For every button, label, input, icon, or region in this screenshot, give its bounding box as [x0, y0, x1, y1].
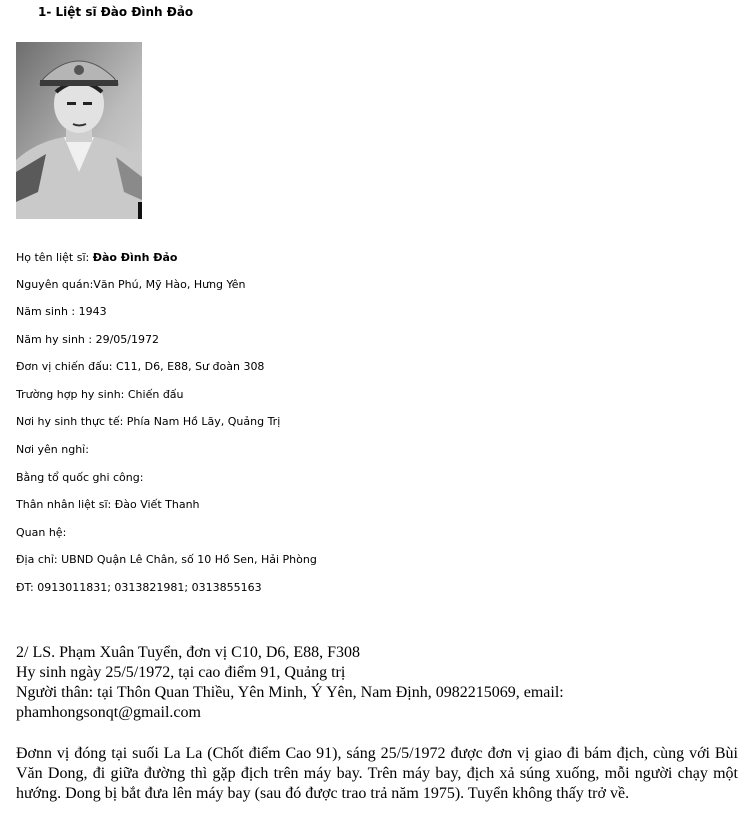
field-name-value: Đào Đình Đảo: [92, 251, 178, 264]
portrait-illustration: [16, 42, 142, 219]
portrait-photo: [16, 42, 142, 219]
field-death-place: Nơi hy sinh thực tế: Phía Nam Hồ Lãy, Quảng Trị: [16, 415, 281, 428]
field-phone: ĐT: 0913011831; 0313821981; 0313855163: [16, 581, 262, 594]
field-birth-year: Năm sinh : 1943: [16, 305, 107, 318]
field-name-label: Họ tên liệt sĩ:: [16, 251, 93, 264]
section2-line-2: Hy sinh ngày 25/5/1972, tại cao điểm 91, Quảng trị: [16, 664, 346, 681]
field-unit: Đơn vị chiến đấu: C11, D6, E88, Sư đoàn 308: [16, 360, 265, 373]
section2-line-3: Người thân: tại Thôn Quan Thiều, Yên Minh, Ý Yên, Nam Định, 0982215069, email:: [16, 684, 564, 701]
field-hometown: Nguyên quán:Văn Phú, Mỹ Hào, Hưng Yên: [16, 278, 246, 291]
field-circumstance: Trường hợp hy sinh: Chiến đấu: [16, 388, 184, 401]
field-relationship: Quan hệ:: [16, 526, 67, 539]
section2-email: phamhongsonqt@gmail.com: [16, 704, 201, 721]
section2-paragraph: Đơnn vị đóng tại suối La La (Chốt điểm Cao 91), sáng 25/5/1972 được đơn vị giao đi bám địch, cùng với Bùi Văn Dong, đi giữa đường thì gặp địch trên máy bay. Trên máy bay, địch xả súng xuống, mỗi người chạy một hướng. Dong bị bắt đưa lên máy bay (sau đó được trao trả năm 1975). Tuyển không thấy trở về.: [16, 745, 738, 802]
field-address: Địa chỉ: UBND Quận Lê Chân, số 10 Hồ Sen, Hải Phòng: [16, 553, 317, 566]
field-resting-place: Nơi yên nghỉ:: [16, 443, 89, 456]
section2-line-1: 2/ LS. Phạm Xuân Tuyển, đơn vị C10, D6, E88, F308: [16, 644, 361, 661]
section2-header: [16, 643, 736, 723]
field-death-date: Năm hy sinh : 29/05/1972: [16, 333, 159, 346]
field-certificate: Bằng tổ quốc ghi công:: [16, 471, 144, 484]
section1-title: 1- Liệt sĩ Đào Đình Đảo: [38, 5, 194, 19]
field-name: [16, 251, 177, 264]
field-relative: Thân nhân liệt sĩ: Đào Viết Thanh: [16, 498, 200, 511]
